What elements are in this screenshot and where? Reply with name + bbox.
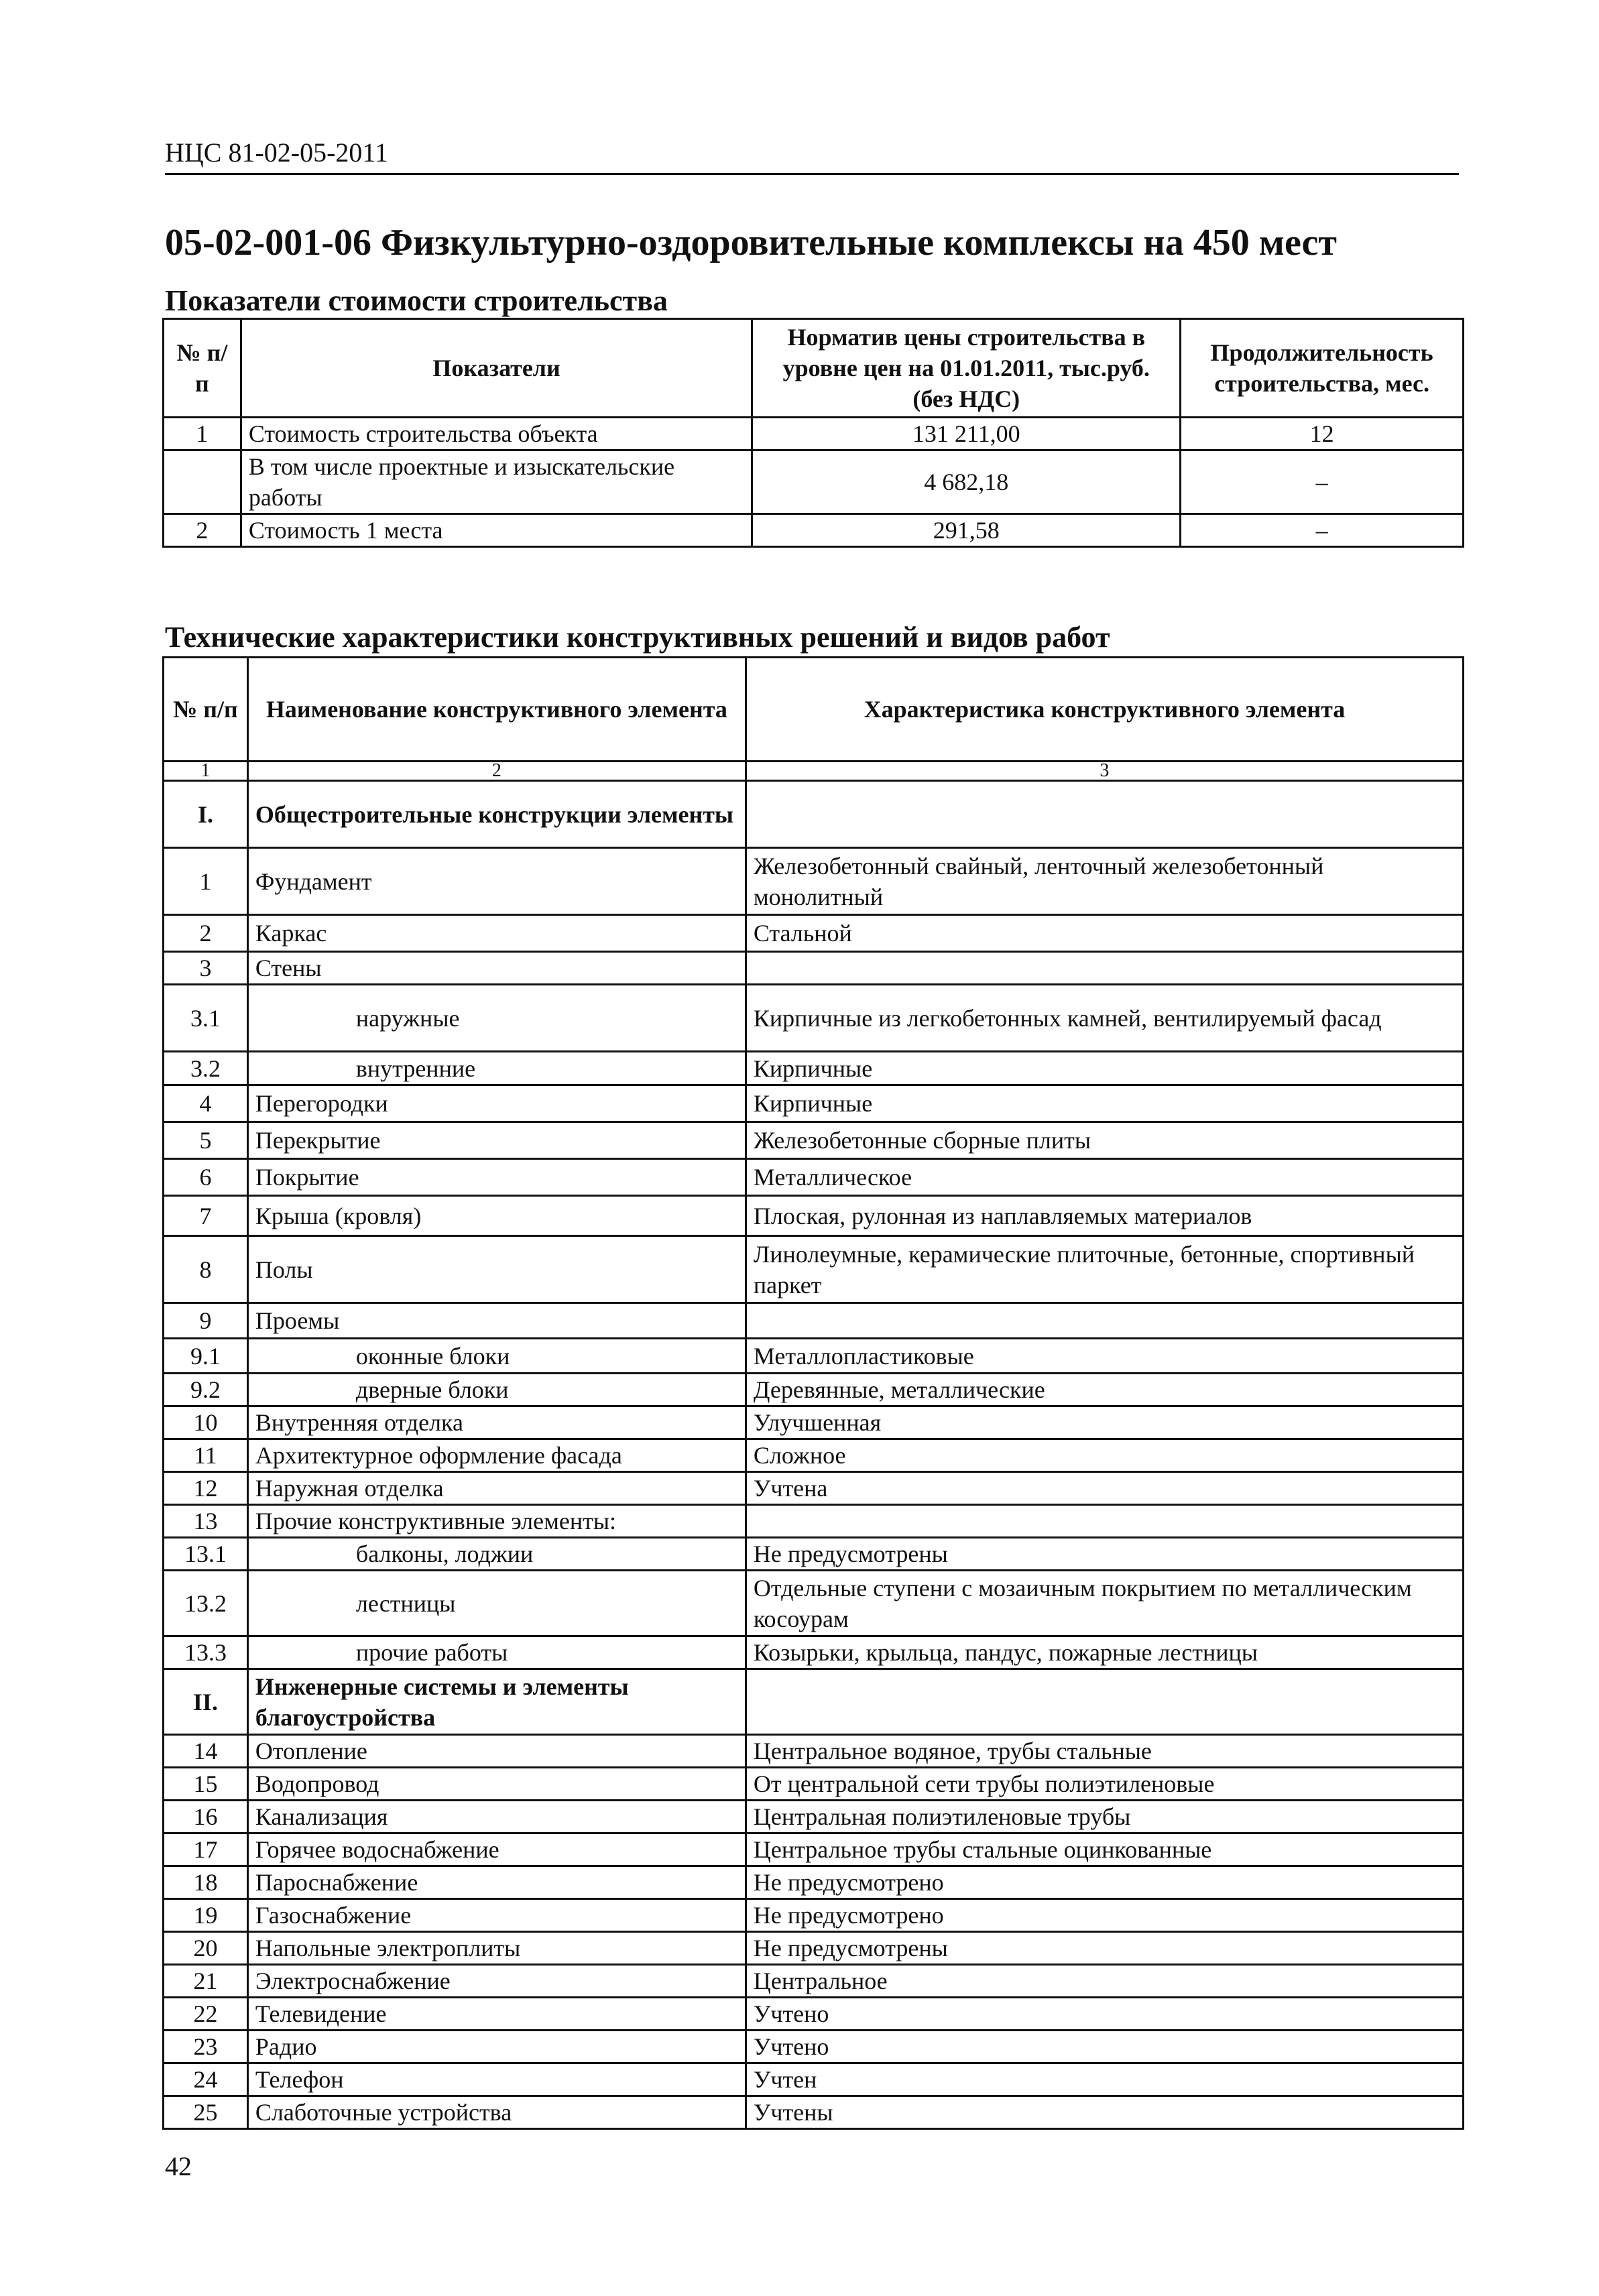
col-number-3: 3 <box>746 762 1463 781</box>
cost-table <box>162 318 1464 548</box>
tech-table-row <box>164 1122 1464 1159</box>
row-number: 21 <box>164 1965 248 1998</box>
row-number: I. <box>164 781 248 848</box>
tech-table-row <box>164 2063 1464 2096</box>
row-number <box>164 450 241 514</box>
row-number: 9 <box>164 1303 248 1339</box>
row-characteristic: Центральное водяное, трубы стальные <box>746 1735 1463 1768</box>
row-price: 131 211,00 <box>752 418 1181 450</box>
row-characteristic <box>746 952 1463 985</box>
row-number: 14 <box>164 1735 248 1768</box>
row-characteristic: Учтена <box>746 1472 1463 1505</box>
row-characteristic: Не предусмотрены <box>746 1932 1463 1965</box>
row-number: 12 <box>164 1472 248 1505</box>
tech-table-row <box>164 1899 1464 1932</box>
tech-table-row <box>164 1833 1464 1866</box>
row-number: 13.3 <box>164 1636 248 1669</box>
tech-table-row <box>164 1636 1464 1669</box>
tech-table-row <box>164 1196 1464 1236</box>
tech-section-heading: Технические характеристики конструктивных решений и видов работ <box>165 621 1110 654</box>
row-characteristic <box>746 1669 1463 1735</box>
row-number: 11 <box>164 1439 248 1472</box>
row-element-name: Общестроительные конструкции элементы <box>247 781 746 848</box>
tech-table-row <box>164 1505 1464 1538</box>
row-characteristic: Центральное <box>746 1965 1463 1998</box>
row-element-name: Архитектурное оформление фасада <box>247 1439 746 1472</box>
cost-col-indicator: Показатели <box>241 319 752 418</box>
col-number-2: 2 <box>247 762 746 781</box>
row-number: 7 <box>164 1196 248 1236</box>
row-characteristic: Железобетонный свайный, ленточный железобетонный монолитный <box>746 848 1463 915</box>
row-element-name: Инженерные системы и элементы благоустройства <box>247 1669 746 1735</box>
row-number: 16 <box>164 1801 248 1833</box>
row-element-name: Наружная отделка <box>247 1472 746 1505</box>
row-characteristic: Металлическое <box>746 1159 1463 1196</box>
document-code: НЦС 81-02-05-2011 <box>165 137 388 168</box>
row-element-name: наружные <box>247 985 746 1052</box>
row-characteristic <box>746 1303 1463 1339</box>
tech-table-row <box>164 1439 1464 1472</box>
row-element-name: оконные блоки <box>247 1339 746 1374</box>
row-characteristic: Козырьки, крыльца, пандус, пожарные лестницы <box>746 1636 1463 1669</box>
row-number: 24 <box>164 2063 248 2096</box>
row-number: 19 <box>164 1899 248 1932</box>
row-characteristic: Учтен <box>746 2063 1463 2096</box>
tech-table-body <box>164 781 1464 2129</box>
row-characteristic: Кирпичные <box>746 1052 1463 1085</box>
row-number: 9.2 <box>164 1374 248 1406</box>
tech-table-row <box>164 1735 1464 1768</box>
row-number: 3.2 <box>164 1052 248 1085</box>
tech-col-element: Наименование конструктивного элемента <box>247 658 746 762</box>
row-characteristic: Учтено <box>746 2031 1463 2063</box>
row-number: 18 <box>164 1866 248 1899</box>
tech-table-row <box>164 1932 1464 1965</box>
row-number: 1 <box>164 418 241 450</box>
row-element-name: Электроснабжение <box>247 1965 746 1998</box>
row-characteristic: Железобетонные сборные плиты <box>746 1122 1463 1159</box>
row-element-name: дверные блоки <box>247 1374 746 1406</box>
cost-table-header <box>164 319 1464 418</box>
row-element-name: Прочие конструктивные элементы: <box>247 1505 746 1538</box>
tech-table-row <box>164 1998 1464 2031</box>
row-element-name: Радио <box>247 2031 746 2063</box>
tech-table-row <box>164 781 1464 848</box>
row-number: II. <box>164 1669 248 1735</box>
row-characteristic: Кирпичные из легкобетонных камней, вентилируемый фасад <box>746 985 1463 1052</box>
row-characteristic: Учтены <box>746 2096 1463 2129</box>
row-number: 4 <box>164 1085 248 1122</box>
tech-table-row <box>164 1768 1464 1801</box>
row-element-name: Слаботочные устройства <box>247 2096 746 2129</box>
cost-section-heading: Показатели стоимости строительства <box>165 284 668 317</box>
row-element-name: Напольные электроплиты <box>247 1932 746 1965</box>
row-number: 5 <box>164 1122 248 1159</box>
row-characteristic: Металлопластиковые <box>746 1339 1463 1374</box>
row-number: 2 <box>164 514 241 547</box>
tech-table-row <box>164 915 1464 952</box>
row-indicator: В том числе проектные и изыскательские работы <box>241 450 752 514</box>
row-element-name: Пароснабжение <box>247 1866 746 1899</box>
row-characteristic: Плоская, рулонная из наплавляемых материалов <box>746 1196 1463 1236</box>
row-duration: 12 <box>1181 418 1464 450</box>
row-number: 13.1 <box>164 1538 248 1571</box>
row-number: 20 <box>164 1932 248 1965</box>
row-number: 3 <box>164 952 248 985</box>
row-price: 4 682,18 <box>752 450 1181 514</box>
row-number: 6 <box>164 1159 248 1196</box>
row-characteristic: Отдельные ступени с мозаичным покрытием по металлическим косоурам <box>746 1571 1463 1636</box>
tech-table-row <box>164 1801 1464 1833</box>
tech-table-row <box>164 985 1464 1052</box>
row-characteristic: Деревянные, металлические <box>746 1374 1463 1406</box>
row-characteristic <box>746 1505 1463 1538</box>
tech-table-row <box>164 952 1464 985</box>
row-element-name: Стены <box>247 952 746 985</box>
row-element-name: Канализация <box>247 1801 746 1833</box>
row-element-name: Перегородки <box>247 1085 746 1122</box>
cost-col-duration: Продолжительность строительства, мес. <box>1181 319 1464 418</box>
tech-table-row <box>164 1669 1464 1735</box>
row-number: 22 <box>164 1998 248 2031</box>
tech-table-row <box>164 1472 1464 1505</box>
tech-table-row <box>164 848 1464 915</box>
header-rule <box>165 173 1459 175</box>
row-characteristic: Центральное трубы стальные оцинкованные <box>746 1833 1463 1866</box>
row-number: 17 <box>164 1833 248 1866</box>
tech-table-row <box>164 1052 1464 1085</box>
row-number: 13 <box>164 1505 248 1538</box>
tech-table-row <box>164 1236 1464 1303</box>
tech-table-row <box>164 1159 1464 1196</box>
row-element-name: Горячее водоснабжение <box>247 1833 746 1866</box>
row-number: 8 <box>164 1236 248 1303</box>
row-element-name: Покрытие <box>247 1159 746 1196</box>
row-indicator: Стоимость строительства объекта <box>241 418 752 450</box>
tech-table-row <box>164 1965 1464 1998</box>
row-element-name: Проемы <box>247 1303 746 1339</box>
tech-table-row <box>164 1339 1464 1374</box>
row-element-name: Фундамент <box>247 848 746 915</box>
row-characteristic <box>746 781 1463 848</box>
tech-table-row <box>164 1571 1464 1636</box>
cost-table-row <box>164 418 1464 450</box>
row-characteristic: Кирпичные <box>746 1085 1463 1122</box>
row-number: 3.1 <box>164 985 248 1052</box>
tech-col-num: № п/п <box>164 658 248 762</box>
row-characteristic: Не предусмотрены <box>746 1538 1463 1571</box>
row-element-name: Телевидение <box>247 1998 746 2031</box>
row-characteristic: Не предусмотрено <box>746 1866 1463 1899</box>
row-characteristic: От центральной сети трубы полиэтиленовые <box>746 1768 1463 1801</box>
tech-table-row <box>164 2031 1464 2063</box>
row-characteristic: Учтено <box>746 1998 1463 2031</box>
tech-table-row <box>164 1538 1464 1571</box>
row-element-name: Газоснабжение <box>247 1899 746 1932</box>
row-element-name: Каркас <box>247 915 746 952</box>
row-element-name: внутренние <box>247 1052 746 1085</box>
cost-col-num: № п/п <box>164 319 241 418</box>
row-element-name: Полы <box>247 1236 746 1303</box>
row-characteristic: Линолеумные, керамические плиточные, бетонные, спортивный паркет <box>746 1236 1463 1303</box>
row-element-name: прочие работы <box>247 1636 746 1669</box>
cost-table-row <box>164 514 1464 547</box>
row-characteristic: Не предусмотрено <box>746 1899 1463 1932</box>
page-title: 05-02-001-06 Физкультурно-оздоровительные комплексы на 450 мест <box>165 222 1337 263</box>
row-indicator: Стоимость 1 места <box>241 514 752 547</box>
row-element-name: Крыша (кровля) <box>247 1196 746 1236</box>
row-number: 23 <box>164 2031 248 2063</box>
row-number: 9.1 <box>164 1339 248 1374</box>
row-number: 25 <box>164 2096 248 2129</box>
tech-table-row <box>164 2096 1464 2129</box>
page-number: 42 <box>165 2151 192 2181</box>
cost-table-body <box>164 418 1464 547</box>
row-characteristic: Центральная полиэтиленовые трубы <box>746 1801 1463 1833</box>
row-element-name: лестницы <box>247 1571 746 1636</box>
tech-table-row <box>164 1303 1464 1339</box>
cost-col-price: Норматив цены строительства в уровне цен на 01.01.2011, тыс.руб. (без НДС) <box>752 319 1181 418</box>
row-duration: – <box>1181 450 1464 514</box>
tech-col-characteristic: Характеристика конструктивного элемента <box>746 658 1463 762</box>
row-element-name: Внутренняя отделка <box>247 1406 746 1439</box>
tech-col-number-row <box>164 762 1464 781</box>
row-number: 13.2 <box>164 1571 248 1636</box>
row-duration: – <box>1181 514 1464 547</box>
row-characteristic: Стальной <box>746 915 1463 952</box>
tech-table-header <box>164 658 1464 762</box>
row-characteristic: Улучшенная <box>746 1406 1463 1439</box>
tech-table-row <box>164 1374 1464 1406</box>
tech-table-row <box>164 1406 1464 1439</box>
row-characteristic: Сложное <box>746 1439 1463 1472</box>
row-price: 291,58 <box>752 514 1181 547</box>
row-number: 15 <box>164 1768 248 1801</box>
cost-table-row <box>164 450 1464 514</box>
row-element-name: Отопление <box>247 1735 746 1768</box>
row-number: 10 <box>164 1406 248 1439</box>
row-number: 2 <box>164 915 248 952</box>
row-element-name: Телефон <box>247 2063 746 2096</box>
row-number: 1 <box>164 848 248 915</box>
col-number-1: 1 <box>164 762 248 781</box>
tech-table-row <box>164 1866 1464 1899</box>
row-element-name: Перекрытие <box>247 1122 746 1159</box>
tech-table <box>162 656 1464 2130</box>
tech-table-row <box>164 1085 1464 1122</box>
row-element-name: балконы, лоджии <box>247 1538 746 1571</box>
row-element-name: Водопровод <box>247 1768 746 1801</box>
